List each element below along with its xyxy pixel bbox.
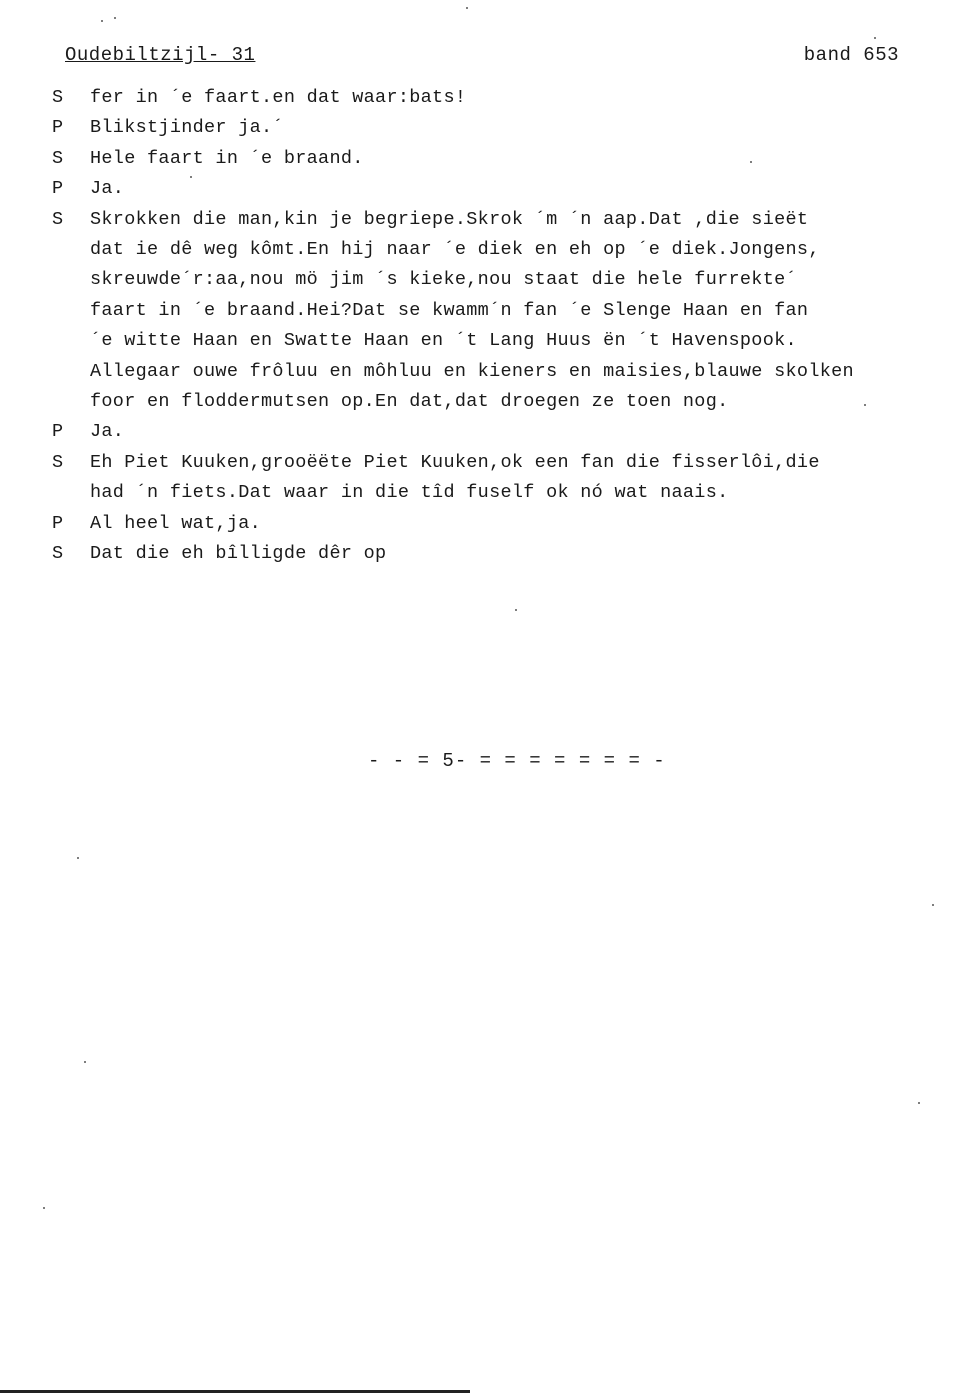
transcript-turn <box>52 144 932 174</box>
transcript-line: Ja. <box>90 178 125 200</box>
scan-speck <box>918 1102 920 1104</box>
transcript-line: Al heel wat,ja. <box>90 512 262 534</box>
scan-speck <box>101 20 103 22</box>
transcript-line: faart in ´e braand.Hei?Dat se kwamm´n fan ´e Slenge Haan en fan <box>90 299 809 321</box>
transcript <box>52 83 932 570</box>
page-end-rule: - - = 5- = = = = = = = - <box>368 750 666 772</box>
transcript-line: fer in ´e faart.en dat waar:bats! <box>90 87 467 108</box>
scan-speck <box>466 7 468 9</box>
tape-number: band 653 <box>803 44 899 66</box>
transcript-turn <box>52 113 932 143</box>
transcript-line: Skrokken die man,kin je begriepe.Skrok ´m ´n aap.Dat ,die sieët <box>90 208 809 230</box>
transcript-line: Eh Piet Kuuken,grooëëte Piet Kuuken,ok een fan die fisserlôi,die <box>90 451 820 473</box>
scan-speck <box>84 1061 86 1063</box>
transcript-line: Blikstjinder ja.´ <box>90 117 284 139</box>
speaker-label: S <box>52 451 64 473</box>
transcript-turn <box>52 205 932 418</box>
transcript-turn <box>52 83 932 113</box>
transcript-line: had ´n fiets.Dat waar in die tîd fuself ok nó wat naais. <box>90 482 729 504</box>
scan-speck <box>874 37 876 39</box>
transcript-line: skreuwde´r:aa,nou mö jim ´s kieke,nou staat die hele furrekte´ <box>90 269 797 291</box>
scan-speck <box>864 404 866 406</box>
transcript-line: foor en floddermutsen op.En dat,dat droegen ze toen nog. <box>90 391 729 413</box>
transcript-turn <box>52 509 932 539</box>
scan-speck <box>77 857 79 859</box>
speaker-label: S <box>52 208 64 230</box>
transcript-line: dat ie dê weg kômt.En hij naar ´e diek en eh op ´e diek.Jongens, <box>90 239 820 261</box>
scan-speck <box>43 1207 45 1209</box>
speaker-label: S <box>52 87 64 108</box>
transcript-turn <box>52 539 932 569</box>
scan-speck <box>114 17 116 19</box>
speaker-label: P <box>52 512 64 534</box>
transcript-turn <box>52 417 932 447</box>
transcript-line: Hele faart in ´e braand. <box>90 147 364 169</box>
speaker-label: S <box>52 147 64 169</box>
transcript-turn <box>52 174 932 204</box>
speaker-label: P <box>52 178 64 200</box>
speaker-label: P <box>52 117 64 139</box>
transcript-line: Ja. <box>90 421 125 443</box>
scan-speck <box>750 161 752 163</box>
transcript-line: ´e witte Haan en Swatte Haan en ´t Lang Huus ën ´t Havenspook. <box>90 330 797 352</box>
transcript-line: Dat die eh bîlligde dêr op <box>90 543 387 565</box>
scan-speck <box>190 176 192 178</box>
scan-speck <box>515 609 517 611</box>
scan-edge-bar <box>0 1390 470 1393</box>
transcript-line: Allegaar ouwe frôluu en môhluu en kieners en maisies,blauwe skolken <box>90 360 854 382</box>
speaker-label: P <box>52 421 64 443</box>
transcript-turn <box>52 448 932 509</box>
scan-speck <box>932 904 934 906</box>
document-title: Oudebiltzijl- 31 <box>65 44 256 66</box>
speaker-label: S <box>52 543 64 565</box>
